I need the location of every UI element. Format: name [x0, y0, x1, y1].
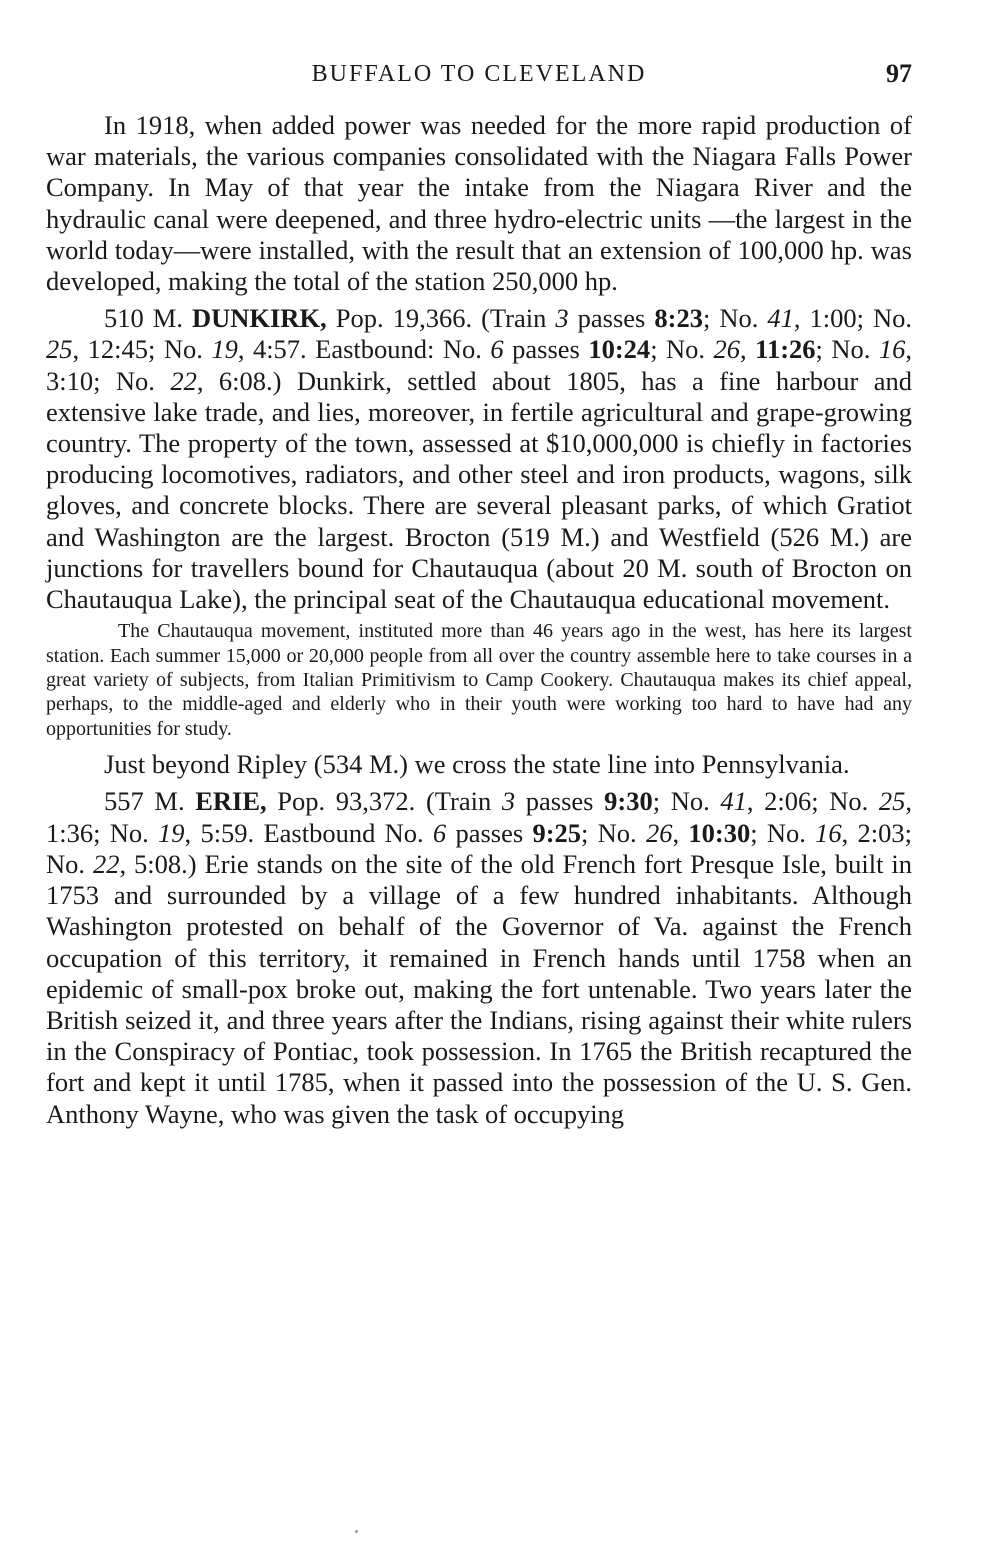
- text-run: , 5:59. Eastbound No.: [184, 817, 433, 848]
- text-run: , 2:06; No.: [746, 786, 879, 817]
- print-speck: [355, 1530, 358, 1533]
- text-run: passes: [515, 786, 605, 817]
- train-number: 22: [92, 848, 120, 879]
- population: Pop. 19,366.: [335, 303, 473, 334]
- text-run: ,: [672, 817, 689, 848]
- train-number: 16: [815, 817, 842, 848]
- train-number: 3: [501, 786, 516, 817]
- text-run: passes: [446, 817, 533, 848]
- text-run: passes: [503, 334, 589, 365]
- paragraph-niagara-power: In 1918, when added power was needed for the more rapid production of war materials, the various companies consolidated with the Niagara Falls Power Company. In May of that year the intake from the Niagara River and the hydraulic canal were deepened, and three hydro-electric units —the largest in the world today—were installed, with the result that an extension of 100,000 hp. was developed, making the total of the station 250,000 hp.: [46, 110, 912, 297]
- train-number: 41: [720, 786, 747, 817]
- text-run: , 1:36; No.: [46, 786, 913, 848]
- running-title: BUFFALO TO CLEVELAND: [311, 61, 647, 87]
- train-number: 22: [170, 365, 197, 396]
- mileage: 510 M.: [104, 303, 183, 334]
- text-run: ; No.: [815, 334, 879, 365]
- paragraph-dunkirk: [46, 303, 912, 615]
- place-name: ERIE,: [195, 786, 267, 817]
- time-bold: 9:25: [532, 817, 582, 848]
- running-head: [46, 54, 912, 94]
- text-run: , 12:45; No.: [72, 334, 212, 365]
- train-number: 19: [211, 334, 238, 365]
- text-run: , 1:00; No.: [793, 303, 912, 334]
- train-number: 3: [555, 303, 569, 334]
- time-bold: 8:23: [654, 303, 703, 334]
- mileage: 557 M.: [104, 786, 185, 817]
- text-run: ; No.: [652, 786, 721, 817]
- time-bold: 10:24: [588, 334, 651, 365]
- train-number: 26: [645, 817, 673, 848]
- text-run: (Train: [425, 786, 502, 817]
- text-run: ; No.: [750, 817, 816, 848]
- text-run: ; No.: [650, 334, 714, 365]
- train-number: 25: [878, 786, 906, 817]
- text-run: , 2:03; No.: [46, 817, 913, 879]
- time-bold: 9:30: [604, 786, 653, 817]
- text-run: passes: [568, 303, 655, 334]
- train-number: 6: [432, 817, 447, 848]
- train-number: 25: [46, 334, 73, 365]
- train-number: 19: [158, 817, 185, 848]
- paragraph-ripley: Just beyond Ripley (534 M.) we cross the state line into Pennsylvania.: [104, 749, 850, 780]
- time-bold: 11:26: [755, 334, 816, 365]
- train-number: 26: [713, 334, 741, 365]
- text-run: , 4:57. Eastbound: No.: [237, 334, 491, 365]
- text-run: , 6:08.) Dunkirk, settled about 1805, has a fine harbour and extensive lake trade, and lies, moreover, in fertile agricultural and grape-growing country. The property of the town, assessed at $10,000,000 is chiefly in factories producing locomotives, radiators, and other steel and iron products, wagons, silk gloves, and concrete blocks. There are several pleasant parks, of which Gratiot and Washington are the largest. Brocton (519 M.) and Westfield (526 M.) are junctions for travellers bound for Chautauqua (about 20 M. south of Brocton on Chautauqua Lake), the principal seat of the Chautauqua educational movement.: [46, 365, 912, 615]
- text-run: ; No.: [702, 303, 768, 334]
- text-run: , 5:08.) Erie stands on the site of the old French fort Presque Isle, built in 1753 and surrounded by a village of a few hundred inhabitants. Although Washington protested on behalf of the Governor of Va. against the French occupation of this territory, it remained in French hands until 1758 when an epidemic of small-pox broke out, making the fort untenable. Two years later the British seized it, and three years after the Indians, rising against their white rulers in the Conspiracy of Pontiac, took possession. In 1765 the British recaptured the fort and kept it until 1785, when it passed into the possession of the U. S. Gen. Anthony Wayne, who was given the task of occupying: [46, 848, 912, 1129]
- train-number: 16: [878, 334, 906, 365]
- population: Pop. 93,372.: [277, 786, 416, 817]
- book-page: [46, 54, 912, 1130]
- text-run: ; No.: [581, 817, 646, 848]
- place-name: DUNKIRK,: [191, 303, 327, 334]
- time-bold: 10:30: [688, 817, 751, 848]
- footnote-chautauqua: The Chautauqua movement, instituted more than 46 years ago in the west, has here its largest station. Each summer 15,000 or 20,000 people from all over the country assemble here to take courses in a great variety of subjects, from Italian Primitivism to Camp Cookery. Chautauqua makes its chief appeal, perhaps, to the middle-aged and elderly who in their youth were working too hard to have had any opportunities for study.: [46, 620, 912, 740]
- text-run: ,: [740, 334, 756, 365]
- train-number: 41: [767, 303, 794, 334]
- text-run: (Train: [481, 303, 556, 334]
- train-number: 6: [490, 334, 504, 365]
- text-run: , 3:10; No.: [46, 334, 913, 396]
- paragraph-erie: [46, 786, 912, 1129]
- page-number: 97: [886, 59, 912, 88]
